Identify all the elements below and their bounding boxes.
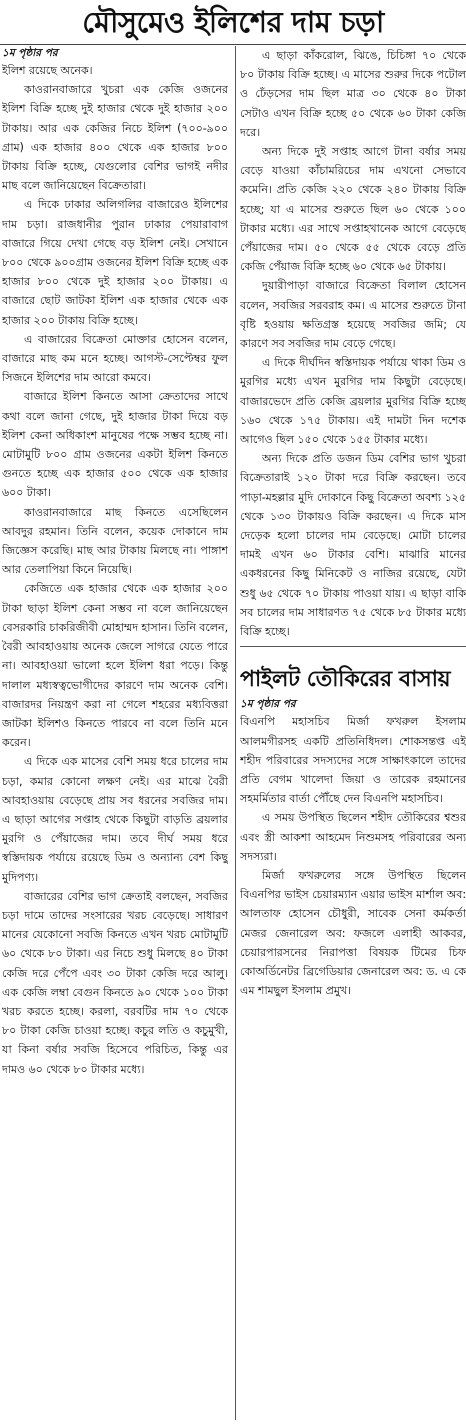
article-paragraph: বাজারে ইলিশ কিনতে আসা ক্রেতাদের সাথে কথা বলে জানা গেছে, দুই হাজার টাকা দিয়ে বড় ইলিশ কেনা অধিকাংশ মানুষের পক্ষে সম্ভব হচ্ছে না। মোটামুটি ৮০০ গ্রাম ওজনের একটা ইলিশ কিনতে গুনতে হচ্ছে এক হাজার ৫০০ থেকে এক হাজার ৬০০ টাকা। (2, 390, 228, 500)
column-left (2, 46, 228, 1422)
column-divider (235, 46, 236, 1420)
article-paragraph: বাজারের বেশির ভাগ ক্রেতাই বলছেন, সবজির চড়া দামে তাদের সংসারের খরচ বেড়েছে। সাধারণ মানের যেকোনো সবজি কিনতে এখন খরচ মোটামুটি ৬০ থেকে ৮০ টাকা। এর নিচে শুধু মিলছে ৪০ টাকা কেজি দরে পেঁপে এবং ৩০ টাকা কেজি দরে আলু। এক কেজি লম্বা বেগুন কিনতে ৯০ থেকে ১০০ টাকা খরচ করতে হচ্ছে। করলা, বরবটির দাম ৭০ থেকে ৮০ টাকা কেজি চাওয়া হচ্ছে। কচুর লতি ও কচুমুখী, যা কিনা বর্ষার সবজি হিসেবে পরিচিত, কিন্তু এর দামও ৬০ থেকে ৮০ টাকার মধ্যে। (2, 889, 228, 1076)
second-article-headline: পাইলট তৌকিরের বাসায় (240, 667, 451, 693)
article-paragraph: দুয়ারীপাড়া বাজারে বিক্রেতা বিলাল হোসেন বলেন, সবজির সরবরাহ কম। এ মাসের শুরুতে টানা বৃষ্টি হওয়ায় ক্ষতিগ্রস্ত হয়েছে সবজির জমি; যে কারণে সব সবজির দাম বেড়ে গেছে। (240, 279, 466, 351)
article-paragraph: কেজিতে এক হাজার থেকে এক হাজার ২০০ টাকা ছাড়া ইলিশ কেনা সম্ভব না বলে জানিয়েছেন বেসরকারি চাকরিজীবী মোহাম্মদ হাসান। তিনি বলেন, বৈরী আবহাওয়ায় অনেক জেলে সাগরে যেতে পারে না। আবহাওয়া ভালো হলে ইলিশ ধরা পড়ে। কিন্তু দালাল মধ্যস্বত্বভোগীদের কারণে দাম অনেক বেশি। বাজারদর নিয়ন্ত্রণ করা না গেলে শহরের মধ্যবিত্তরা জাটকা ইলিশও কিনতে পারবে না বলে তিনি মনে করেন। (2, 582, 228, 750)
continued-from-label: ১ম পৃষ্ঠার পর (2, 47, 58, 59)
article-paragraph: বিএনপি মহাসচিব মির্জা ফখরুল ইসলাম আলমগীরসহ একটি প্রতিনিধিদল। শোকসন্তপ্ত এই শহীদ পরিবারের সদস্যদের সঙ্গে সাক্ষাৎকালে তাদের প্রতি বেগম খালেদা জিয়া ও তারেক রহমানের সহমর্মিতার বার্তা পৌঁছে দেন বিএনপি মহাসচিব। (240, 715, 466, 806)
article-paragraph: এ বাজারের বিক্রেতা মোক্তার হোসেন বলেন, বাজারে মাছ কম মনে হচ্ছে। আগস্ট-সেপ্টেম্বর ফুল সিজনে ইলিশের দাম আরো কমবে। (2, 332, 228, 385)
article-paragraph: কাওরানবাজারে মাছ কিনতে এসেছিলেন আবদুর রহমান। তিনি বলেন, কয়েক দোকানে দাম জিজ্ঞেস করেছি। মাছ আর টাকায় মিলছে না। পাঙ্গাশ আর তেলাপিয়া কিনে নিয়েছি। (2, 505, 228, 577)
article-separator (240, 646, 466, 651)
article-paragraph: এ সময় উপস্থিত ছিলেন শহীদ তৌকিরের শ্বশুর এবং স্ত্রী আকশা আহমেদ নিশুমসহ পরিবারের অন্য সদস্যরা। (240, 811, 466, 863)
article-paragraph: এ দিকে ঢাকার অলিগলির বাজারেও ইলিশের দাম চড়া। রাজধানীর পুরান ঢাকার পেয়ারাবাগ বাজারে গিয়ে দেখা গেছে বড় ইলিশ নেই। সেখানে ৮০০ থেকে ৯০০গ্রাম ওজনের ইলিশ বিক্রি হচ্ছে এক হাজার ৮০০ থেকে দুই হাজার ২০০ টাকায়। এ বাজারে ছোট জাটকা ইলিশ এক হাজার থেকে এক হাজার ২০০ টাকায় বিক্রি হচ্ছে। (2, 198, 228, 327)
article-paragraph: এ দিকে এক মাসের বেশি সময় ধরে চালের দাম চড়া, কমার কোনো লক্ষণ নেই। এর মাঝে বৈরী আবহাওয়ায় বেড়েছে প্রায় সব ধরনের সবজির দাম। এ ছাড়া আগের সপ্তাহ থেকে কিছুটা বাড়তি ব্রয়লার মুরগি ও পেঁয়াজের দাম। তবে দীর্ঘ সময় ধরে স্বস্তিদায়ক পর্যায়ে রয়েছে ডিম ও অন্যান্য বেশ কিছু মুদিপণ্য। (2, 755, 228, 884)
article-paragraph: মির্জা ফখরুলের সঙ্গে উপস্থিত ছিলেন বিএনপির ভাইস চেয়ারম্যান এয়ার ভাইস মার্শাল অব: আলতাফ হোসেন চৌধুরী, সাবেক সেনা কর্মকর্তা মেজর জেনারেল অব: ফজলে এলাহী আকবর, চেয়ারপারসনের নিরাপত্তা বিষয়ক টিমের চিফ কোঅর্ডিনেটর ব্রিগেডিয়ার জেনারেল অব: ড. এ কে এম শামছুল ইসলাম প্রমুখ। (240, 868, 466, 998)
article-paragraph: এ দিকে দীর্ঘদিন স্বস্তিদায়ক পর্যায়ে থাকা ডিম ও মুরগির মধ্যে এখন মুরগির দাম কিছুটা বেড়েছে। বাজারভেদে প্রতি কেজি ব্রয়লার মুরগির বিক্রি হচ্ছে ১৬০ থেকে ১৭৫ টাকায়। এই দামটা দিন দশেক আগেও ছিল ১৫০ থেকে ১৫৫ টাকার মধ্যে। (240, 356, 466, 447)
article-paragraph: এ ছাড়া কাঁকরোল, ঝিঙে, চিচিঙ্গা ৭০ থেকে ৮০ টাকায় বিক্রি হচ্ছে। এ মাসের শুরুর দিকে পটোল ও ঢেঁড়সের দাম ছিল মাত্র ৩০ থেকে ৪০ টাকা সেটাও এখন বিক্রি হচ্ছে ৫০ থেকে ৬০ টাকা কেজি দরে। (240, 49, 466, 139)
second-article-continued-label: ১ম পৃষ্ঠার পর (240, 698, 296, 711)
article-paragraph: অন্য দিকে প্রতি ডজন ডিম বেশির ভাগ খুচরা বিক্রেতারাই ১২০ টাকা দরে বিক্রি করছেন। তবে পাড়া-মহল্লার মুদি দোকানে কিছু বিক্রেতা অবশ্য ১২৫ থেকে ১৩০ টাকায়ও বিক্রি করছেন। এ দিকে মাস দেড়েক হলো চালের দাম বেড়েছে। মোটা চালের দামই এখন ৬০ টাকার বেশি। মাঝারি মানের একধরনের কিছু মিনিকেট ও নাজির রয়েছে, যেটা শুধু ৬৫ থেকে ৭০ টাকায় পাওয়া যায়। এ ছাড়া বাকি সব চালের দাম সাধারণত ৭৫ থেকে ৮৫ টাকার মধ্যে বিক্রি হচ্ছে। (240, 452, 466, 639)
column-right (240, 46, 466, 1422)
article-paragraph: অন্য দিকে দুই সপ্তাহ আগে টানা বর্ষার সময় বেড়ে যাওয়া কাঁচামরিচের দাম এখনো সেভাবে কমেনি। প্রতি কেজি ২২০ থেকে ২৪০ টাকায় বিক্রি হচ্ছে; যা এ মাসের শুরুতে ছিল ৬০ থেকে ১০০ টাকার মধ্যে। এর সাথে সপ্তাহখানেক আগে বেড়েছে পেঁয়াজের দাম। ৫০ থেকে ৫৫ থেকে বেড়ে প্রতি কেজি পেঁয়াজ বিক্রি হচ্ছে ৬০ থেকে ৬৫ টাকায়। (240, 145, 466, 274)
article-paragraph: কাওরানবাজারে খুচরা এক কেজি ওজনের ইলিশ বিক্রি হচ্ছে দুই হাজার থেকে দুই হাজার ২০০ টাকায়। আর এক কেজির নিচে ইলিশ (৭০০-৯০০ গ্রাম) এক হাজার ৪০০ থেকে এক হাজার ৮০০ টাকায় বিক্রি হচ্ছে, যেগুলোর বেশির ভাগই নদীর মাছ বলে জানিয়েছেন বিক্রেতারা। (2, 83, 228, 193)
headline: মৌসুমেও ইলিশের দাম চড়া (0, 0, 466, 45)
article-paragraph: ইলিশ রয়েছে অনেক। (2, 64, 93, 77)
